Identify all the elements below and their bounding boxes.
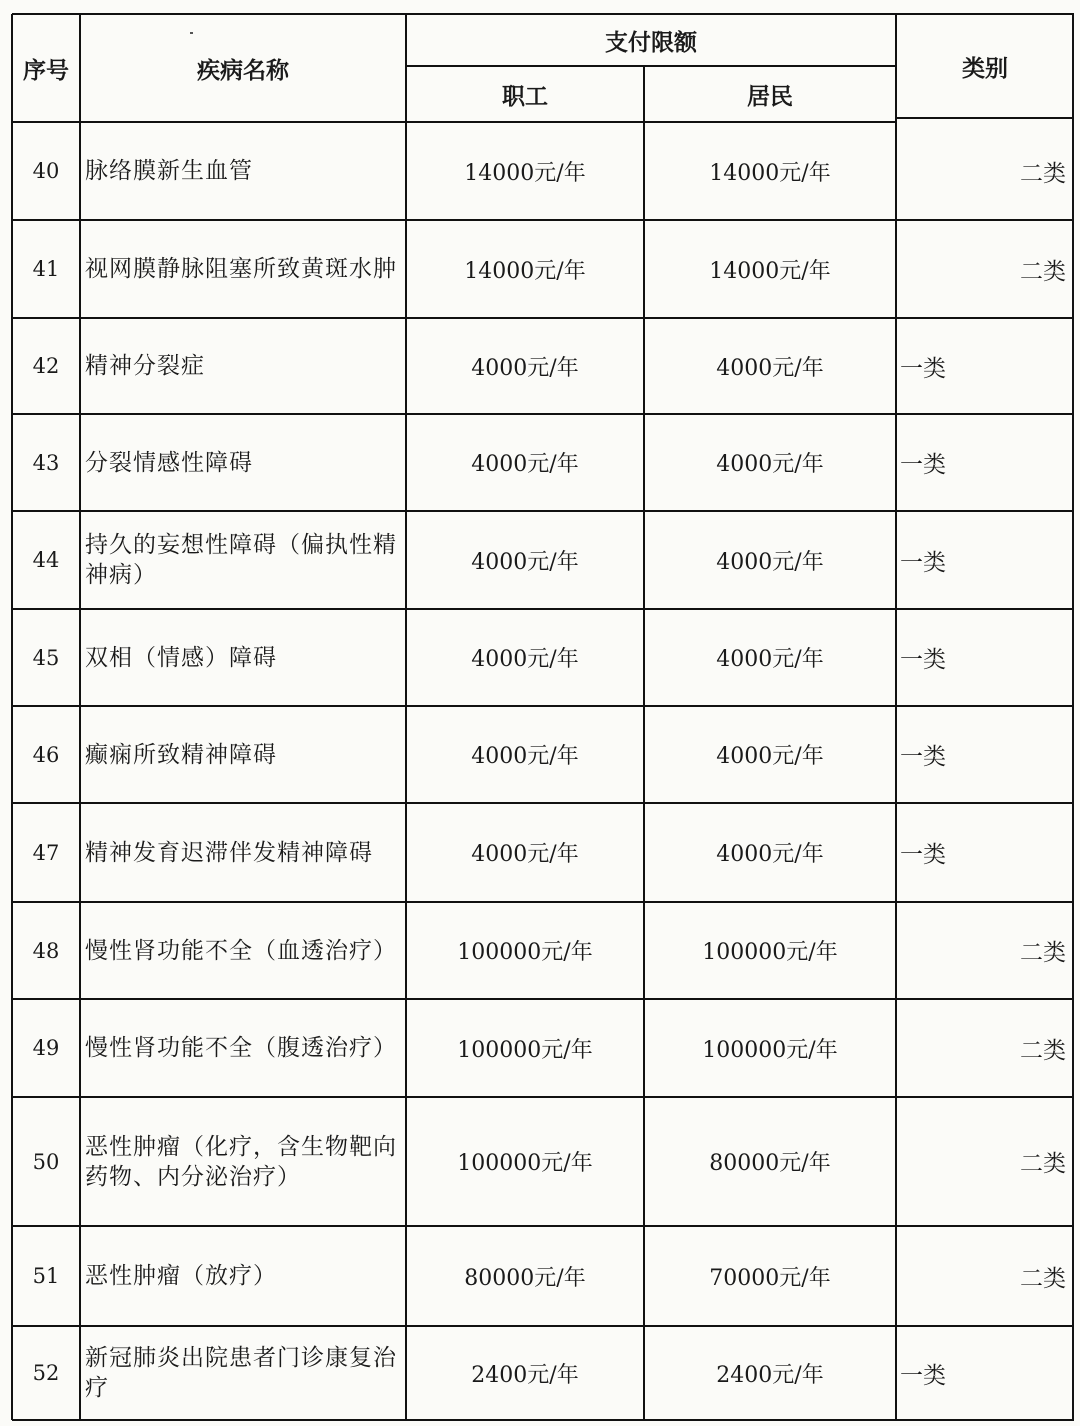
header-category: 类别 <box>962 55 1008 82</box>
grid-vline <box>405 14 407 1420</box>
category-value: 一类 <box>900 355 946 382</box>
staff-limit: 4000元/年 <box>471 842 579 867</box>
resident-limit: 4000元/年 <box>716 355 824 381</box>
row-number: 44 <box>32 548 60 572</box>
resident-limit: 4000元/年 <box>716 549 824 575</box>
table-top-border <box>12 13 1074 15</box>
row-line <box>12 317 1074 319</box>
resident-limit: 100000元/年 <box>702 940 838 965</box>
resident-limit: 14000元/年 <box>709 258 831 284</box>
resident-limit: 100000元/年 <box>702 1037 838 1063</box>
row-line <box>12 413 1074 415</box>
row-number: 50 <box>32 1149 60 1174</box>
row-line <box>12 1096 1074 1098</box>
row-number: 47 <box>32 840 60 865</box>
category-value: 一类 <box>900 744 946 770</box>
grid-vline <box>895 14 897 1420</box>
disease-name: 癫痫所致精神障碍 <box>85 741 277 768</box>
resident-limit: 4000元/年 <box>716 842 824 867</box>
staff-limit: 100000元/年 <box>457 1151 593 1176</box>
row-line <box>12 1225 1074 1227</box>
subheader-line <box>406 65 896 67</box>
grid-vline <box>79 14 81 1420</box>
row-number: 40 <box>32 159 60 183</box>
header-payment-limit: 支付限额 <box>605 29 697 56</box>
row-number: 51 <box>32 1264 60 1288</box>
row-number: 46 <box>32 742 60 767</box>
disease-name: 恶性肿瘤（化疗，含生物靶向药物、内分泌治疗） <box>85 1133 397 1190</box>
resident-limit: 80000元/年 <box>709 1151 831 1176</box>
staff-limit: 2400元/年 <box>471 1362 579 1388</box>
resident-limit: 2400元/年 <box>716 1362 824 1388</box>
staff-limit: 4000元/年 <box>471 549 579 575</box>
row-number: 41 <box>32 257 60 281</box>
disease-name: 慢性肾功能不全（腹透治疗） <box>85 1035 397 1061</box>
row-number: 43 <box>32 450 60 475</box>
row-line <box>12 510 1074 512</box>
resident-limit: 4000元/年 <box>716 744 824 769</box>
staff-limit: 4000元/年 <box>471 355 579 381</box>
header-seq: 序号 <box>23 57 69 84</box>
disease-name: 新冠肺炎出院患者门诊康复治疗 <box>85 1345 397 1401</box>
category-value: 二类 <box>1020 940 1066 966</box>
category-header-line <box>896 117 1074 119</box>
row-line <box>12 998 1074 1000</box>
category-value: 二类 <box>1020 1151 1066 1177</box>
table-right-border <box>1072 14 1074 1420</box>
category-value: 一类 <box>900 842 946 868</box>
category-value: 二类 <box>1020 1037 1066 1064</box>
row-line <box>12 121 896 123</box>
row-number: 42 <box>32 354 60 378</box>
staff-limit: 4000元/年 <box>471 452 579 477</box>
staff-limit: 100000元/年 <box>457 940 593 965</box>
staff-limit: 4000元/年 <box>471 744 579 769</box>
category-value: 一类 <box>900 1362 946 1389</box>
row-line <box>12 802 1074 804</box>
disease-name: 持久的妄想性障碍（偏执性精神病） <box>85 532 397 588</box>
row-number: 52 <box>32 1361 60 1385</box>
category-value: 二类 <box>1020 1265 1066 1292</box>
row-line <box>12 705 1074 707</box>
staff-limit: 14000元/年 <box>464 258 586 284</box>
staff-limit: 100000元/年 <box>457 1037 593 1063</box>
resident-limit: 4000元/年 <box>716 452 824 477</box>
row-line <box>12 219 1074 221</box>
header-staff: 职工 <box>502 83 548 110</box>
disease-name: 精神发育迟滞伴发精神障碍 <box>85 839 373 866</box>
disease-name: 慢性肾功能不全（血透治疗） <box>85 937 397 964</box>
row-line <box>12 608 1074 610</box>
category-value: 一类 <box>900 647 946 673</box>
row-line <box>12 1419 1074 1421</box>
header-resident: 居民 <box>747 83 793 110</box>
row-number: 48 <box>32 938 60 963</box>
disease-name: 脉络膜新生血管 <box>85 158 253 184</box>
disease-name: 恶性肿瘤（放疗） <box>85 1263 277 1289</box>
category-value: 二类 <box>1020 258 1066 285</box>
row-number: 45 <box>32 645 60 670</box>
disease-name: 分裂情感性障碍 <box>85 449 253 476</box>
resident-limit: 70000元/年 <box>709 1265 831 1291</box>
disease-name: 精神分裂症 <box>85 353 205 379</box>
header-disease: 疾病名称 <box>197 57 289 84</box>
grid-vline <box>643 66 645 1420</box>
category-value: 一类 <box>900 549 946 576</box>
staff-limit: 14000元/年 <box>464 160 586 186</box>
row-number: 49 <box>32 1036 60 1060</box>
category-value: 二类 <box>1020 160 1066 187</box>
resident-limit: 14000元/年 <box>709 160 831 186</box>
row-line <box>12 901 1074 903</box>
disease-name: 视网膜静脉阻塞所致黄斑水肿 <box>85 256 397 282</box>
category-value: 一类 <box>900 452 946 478</box>
staff-limit: 4000元/年 <box>471 647 579 672</box>
staff-limit: 80000元/年 <box>464 1265 586 1291</box>
table-left-border <box>11 14 13 1420</box>
disease-name: 双相（情感）障碍 <box>85 644 277 671</box>
row-line <box>12 1325 1074 1327</box>
resident-limit: 4000元/年 <box>716 647 824 672</box>
